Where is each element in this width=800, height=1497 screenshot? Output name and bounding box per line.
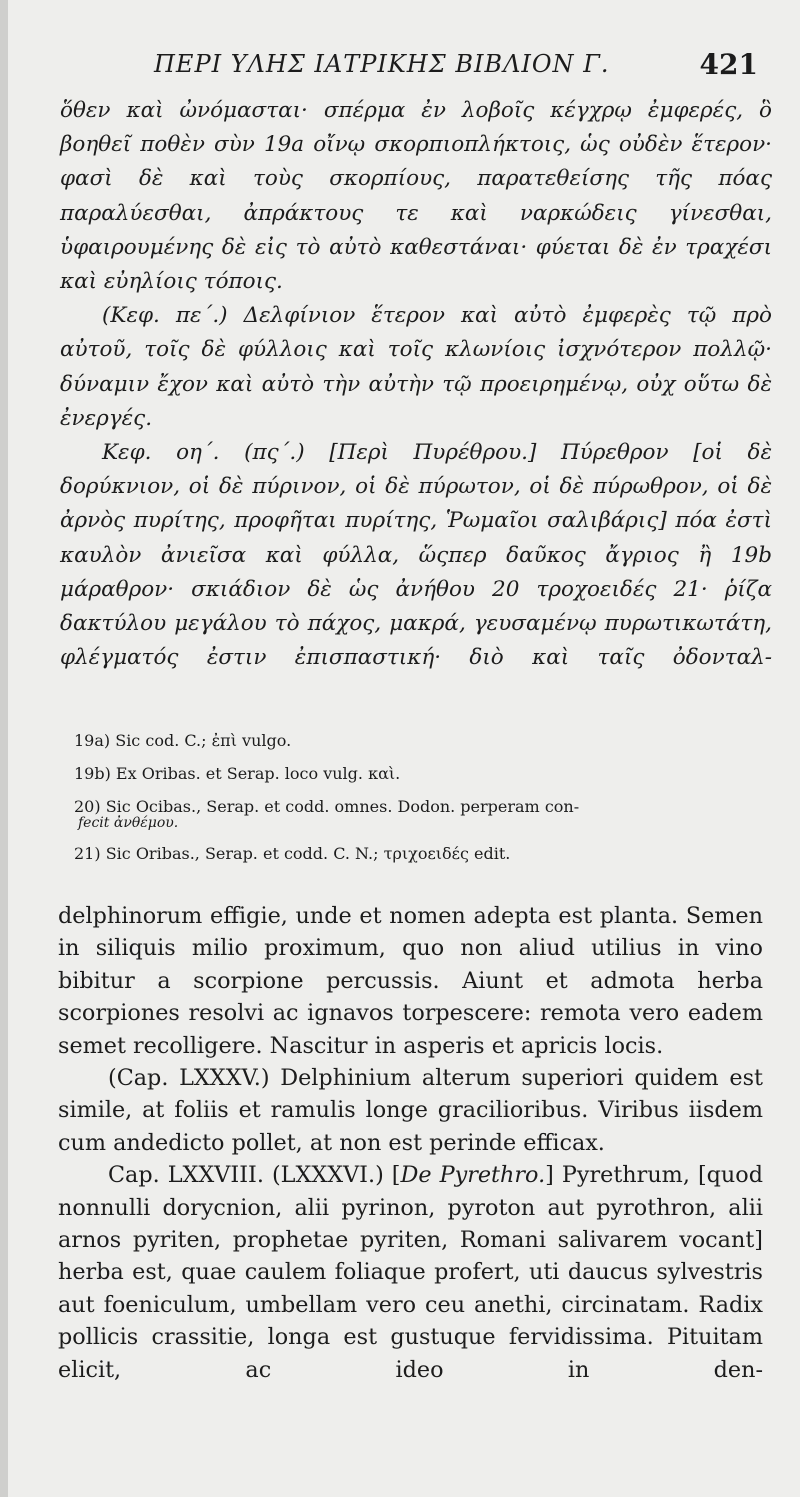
latin-paragraph-3-body: ] Pyrethrum, [quod nonnulli dorycnion, alii pyrinon, pyroton aut pyrothron, alii arnos pyriten, prophetae pyriten, Romani salivarem vocant] herba est, quae caulem foliaque profert, uti daucus sylvestris aut foeniculum, umbellam vero ceu anethi, circinatam. Radix pollicis crassitie, longa est gustuque fervidissima. Pituitam elicit, ac ideo in den- bbox=[58, 1162, 763, 1383]
footnotes bbox=[74, 724, 774, 870]
latin-text-block bbox=[58, 900, 763, 1386]
page-number: 421 bbox=[699, 48, 758, 81]
greek-paragraph-2: (Κεφ. πε΄.) Δελφίνιον ἕτερον καὶ αὐτὸ ἐμφερὲς τῷ πρὸ αὐτοῦ, τοῖς δὲ φύλλοις καὶ τοῖς κλωνίοις ἰσχνότερον πολλῷ· δύναμιν ἔχον καὶ αὐτὸ τὴν αὐτὴν τῷ προειρημένῳ, οὐχ οὕτω δὲ ἐνεργές. bbox=[60, 303, 772, 431]
footnote-21: 21) Sic Oribas., Serap. et codd. C. N.; τριχοειδές edit. bbox=[74, 844, 511, 863]
latin-chapter-title: De Pyrethro. bbox=[400, 1162, 546, 1189]
latin-paragraph-2: (Cap. LXXXV.) Delphinium alterum superiori quidem est simile, at foliis et ramulis longe gracilioribus. Viribus iisdem cum andedicto pollet, at non est perinde efficax. bbox=[58, 1065, 763, 1156]
footnote-19a: 19a) Sic cod. C.; ἐπὶ vulgo. bbox=[74, 731, 292, 750]
latin-paragraph-3 bbox=[58, 1159, 763, 1386]
greek-paragraph-1: ὅθεν καὶ ὠνόμασται· σπέρμα ἐν λοβοῖς κέγχρῳ ἐμφερές, ὃ βοηθεῖ ποθὲν σὺν 19a οἴνῳ σκορπιοπλήκτοις, ὡς οὐδὲν ἕτερον· φασὶ δὲ καὶ τοὺς σκορπίους, παρατεθείσης τῆς πόας παραλύεσθαι, ἀπράκτους τε καὶ ναρκώδεις γίνεσθαι, ὑφαιρουμένης δὲ εἰς τὸ αὐτὸ καθεστάναι· φύεται δὲ ἐν τραχέσι καὶ εὐηλίοις τόποις. bbox=[60, 98, 772, 295]
greek-text-block bbox=[60, 94, 772, 675]
latin-paragraph-1: delphinorum effigie, unde et nomen adepta est planta. Semen in siliquis milio proximum, quo non aliud utilius in vino bibitur a scorpione percussis. Aiunt et admota herba scorpiones resolvi ac ignavos torpescere: remota vero eadem semet recolligere. Nascitur in asperis et apricis locis. bbox=[58, 903, 763, 1059]
latin-chapter-heading: Cap. LXXVIII. (LXXXVI.) [ bbox=[108, 1162, 401, 1189]
footnote-20-continuation: fecit ἀνθέμου. bbox=[78, 815, 179, 831]
greek-paragraph-3: Κεφ. οη΄. (πς΄.) [Περὶ Πυρέθρου.] Πύρεθρον [οἱ δὲ δορύκνιον, οἱ δὲ πύρινον, οἱ δὲ πύρωτον, οἱ δὲ πύρωθρον, οἱ δὲ ἀρνὸς πυρίτης, προφῆται πυρίτης, Ῥωμαῖοι σαλιβάρις] πόα ἐστὶ καυλὸν ἀνιεῖσα καὶ φύλλα, ὥςπερ δαῦκος ἄγριος ἢ 19b μάραθρον· σκιάδιον δὲ ὡς ἀνήθου 20 τροχοειδές 21· ῥίζα δακτύλου μεγάλου τὸ πάχος, μακρά, γευσαμένῳ πυρωτικωτάτη, φλέγματός ἐστιν ἐπισπαστική· διὸ καὶ ταῖς ὀδονταλ- bbox=[60, 440, 772, 671]
running-header bbox=[68, 42, 758, 92]
footnote-20: 20) Sic Ocibas., Serap. et codd. omnes. Dodon. perperam con- bbox=[74, 797, 580, 816]
running-title: ΠΕΡΙ ΥΛΗΣ ΙΑΤΡΙΚΗΣ ΒΙΒΛΙΟΝ Γ. bbox=[154, 50, 610, 78]
footnote-19b: 19b) Ex Oribas. et Serap. loco vulg. καὶ. bbox=[74, 764, 401, 783]
